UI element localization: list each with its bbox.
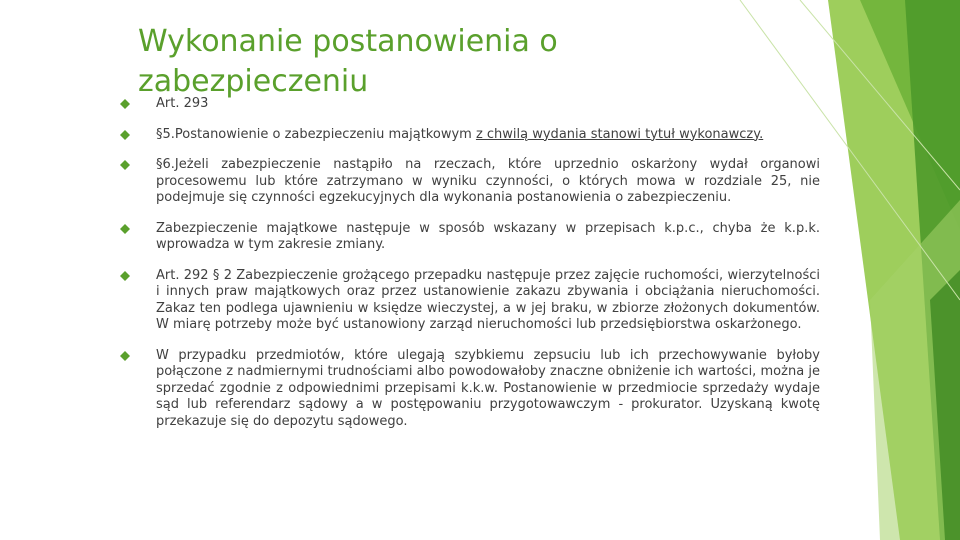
- bullet-text: Zabezpieczenie majątkowe następuje w sposób wskazany w przepisach k.p.c., chyba że k.p.k. wprowadza w tym zakresie zmiany.: [156, 220, 820, 252]
- bullet-text: §5.Postanowienie o zabezpieczeniu majątkowym: [156, 126, 476, 142]
- bullet-text: Art. 293: [156, 96, 209, 111]
- slide-title: Wykonanie postanowienia o zabezpieczeniu: [138, 24, 558, 99]
- bullet-text: W przypadku przedmiotów, które ulegają szybkiemu zepsuciu lub ich przechowywanie byłoby połączone z nadmiernymi trudnościami albo powodowałoby znaczne obniżenie ich wartości, można je sprzedać zgodnie z odpowiednimi przepisami k.k.w. Postanowienie w przedmiocie sprzedaży wydaje sąd lub referendarz sądowy a w postępowaniu przygotowawczym - prokurator. Uzyskaną kwotę przekazuje się do depozytu sądowego.: [156, 347, 820, 429]
- bullet-text: §6.Jeżeli zabezpieczenie nastąpiło na rzeczach, które uprzednio oskarżony wydał organowi procesowemu lub które zatrzymano w wyniku czynności, o których mowa w rozdziale 25, nie podejmuje się czynności egzekucyjnych dla wykonania postanowienia o zabezpieczeniu.: [156, 157, 820, 205]
- bullet-item: [120, 348, 820, 431]
- bullet-item: [120, 221, 820, 254]
- diamond-bullet-icon: [120, 99, 130, 109]
- bullet-list: [120, 96, 820, 444]
- diamond-bullet-icon: [120, 224, 130, 234]
- bullet-text: Art. 292 § 2 Zabezpieczenie grożącego przepadku następuje przez zajęcie ruchomości, wierzytelności i innych praw majątkowych oraz przez ustanowienie zakazu zbywania i obciążania nieruchomości. Zakaz ten podlega ujawnieniu w księdze wieczystej, a w jej braku, w zbiorze złożonych dokumentów. W miarę potrzeby może być ustanowiony zarząd nieruchomości lub przedsiębiorstwa oskarżonego.: [156, 267, 820, 332]
- diamond-bullet-icon: [120, 160, 130, 170]
- diamond-bullet-icon: [120, 130, 130, 140]
- bullet-item: [120, 157, 820, 207]
- diamond-bullet-icon: [120, 351, 130, 361]
- bullet-item: [120, 127, 820, 144]
- bullet-item: [120, 96, 820, 113]
- bullet-text-underlined: z chwilą wydania stanowi tytuł wykonawczy.: [475, 126, 764, 142]
- diamond-bullet-icon: [120, 271, 130, 281]
- bullet-item: [120, 268, 820, 334]
